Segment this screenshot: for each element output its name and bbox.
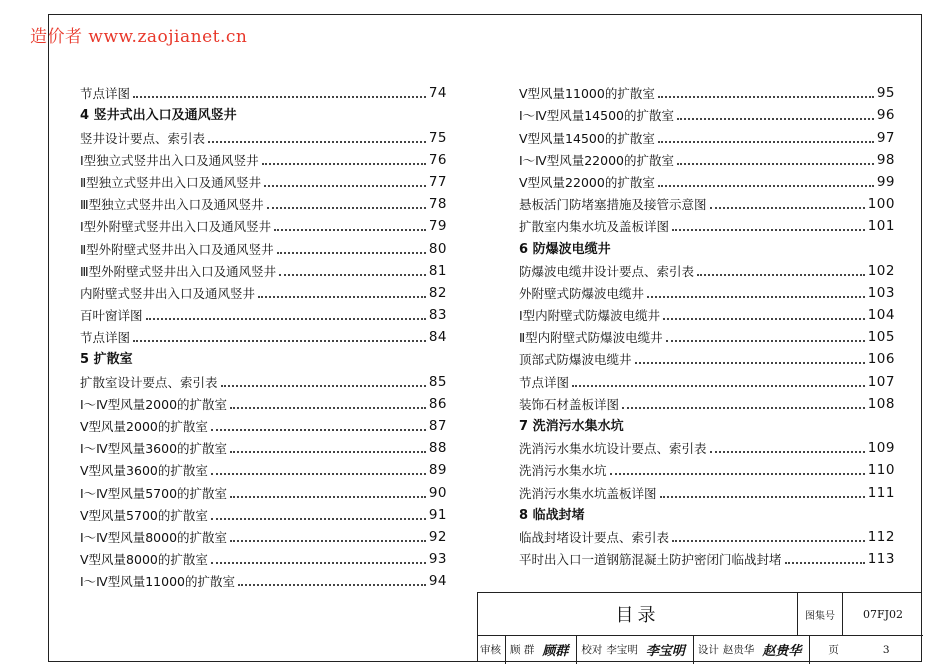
toc-entry (80, 545, 447, 567)
toc-page-number: 85 (428, 373, 447, 390)
page-number: 3 (882, 643, 890, 656)
toc-entry-title: 节点详图 (519, 374, 570, 390)
toc-left-column (80, 79, 447, 589)
toc-entry-title: Ⅰ型内附壁式防爆波电缆井 (519, 308, 661, 324)
toc-page-number: 75 (428, 129, 447, 146)
toc-entry (519, 146, 895, 168)
leader-dots (666, 340, 865, 342)
toc-section-heading (519, 412, 895, 434)
leader-dots (211, 518, 426, 520)
toc-entry-title: Ⅲ型外附壁式竖井出入口及通风竖井 (80, 263, 277, 279)
toc-entry (519, 456, 895, 478)
toc-section-heading (519, 501, 895, 523)
toc-page-number: 102 (867, 262, 895, 279)
reviewer-signature: 顾群 (542, 644, 569, 659)
toc-entry (80, 390, 447, 412)
toc-entry (519, 478, 895, 500)
toc-entry-title: 洗消污水集水坑设计要点、索引表 (519, 441, 707, 457)
toc-page-number: 86 (428, 395, 447, 412)
toc-page-number: 79 (428, 218, 447, 235)
toc-page-number: 110 (867, 462, 895, 479)
toc-entry (519, 168, 895, 190)
toc-entry (80, 567, 447, 589)
leader-dots (658, 96, 874, 98)
leader-dots (785, 562, 865, 564)
toc-section-heading (519, 234, 895, 256)
toc-entry-title: Ⅴ型风量8000的扩散室 (80, 552, 208, 568)
toc-entry (519, 123, 895, 145)
toc-entry (80, 79, 447, 101)
toc-entry-title: 扩散室内集水坑及盖板详图 (519, 219, 670, 235)
leader-dots (610, 473, 865, 475)
toc-entry-title: Ⅴ型风量3600的扩散室 (80, 463, 208, 479)
reviewer-name: 顾 群 (510, 644, 535, 656)
leader-dots (658, 185, 874, 187)
toc-entry-title: 顶部式防爆波电缆井 (519, 352, 632, 368)
leader-dots (258, 296, 426, 298)
toc-entry-title: 百叶窗详图 (80, 308, 143, 324)
toc-entry (80, 367, 447, 389)
toc-entry-title: 6 防爆波电缆井 (519, 241, 611, 257)
toc-page-number: 111 (867, 484, 895, 501)
toc-entry (80, 456, 447, 478)
leader-dots (211, 473, 426, 475)
toc-entry-title: Ⅰ型外附壁式竖井出入口及通风竖井 (80, 219, 272, 235)
toc-entry-title: Ⅴ型风量2000的扩散室 (80, 419, 208, 434)
toc-entry-title: 悬板活门防堵塞措施及接管示意图 (519, 197, 707, 213)
toc-page-number: 107 (867, 373, 895, 390)
toc-page-number: 91 (428, 506, 447, 523)
leader-dots (279, 274, 426, 276)
toc-page-number: 81 (428, 262, 447, 279)
toc-entry-title: 7 洗消污水集水坑 (519, 419, 624, 434)
toc-entry-title: Ⅱ型外附壁式竖井出入口及通风竖井 (80, 241, 274, 257)
atlas-code: 07FJ02 (862, 607, 904, 621)
toc-page-number: 103 (867, 284, 895, 301)
leader-dots (211, 429, 426, 431)
toc-entry-title: 4 竖井式出入口及通风竖井 (80, 108, 237, 124)
toc-page-number: 96 (876, 107, 895, 124)
toc-entry (80, 434, 447, 456)
watermark: 造价者 www.zaojianet.cn (30, 27, 248, 47)
leader-dots (635, 362, 865, 364)
toc-entry (519, 523, 895, 545)
toc-page-number: 101 (867, 218, 895, 235)
signature-row (478, 635, 923, 663)
toc-page-number: 95 (876, 85, 895, 102)
toc-page-number: 90 (428, 484, 447, 501)
toc-section-heading (80, 345, 447, 367)
leader-dots (264, 185, 426, 187)
toc-page-number: 82 (428, 284, 447, 301)
toc-entry-title: 洗消污水集水坑 (519, 463, 607, 479)
leader-dots (572, 385, 865, 387)
toc-entry-title: 扩散室设计要点、索引表 (80, 374, 218, 390)
toc-page-number: 89 (428, 462, 447, 479)
toc-page-number: 104 (867, 307, 895, 324)
leader-dots (663, 318, 865, 320)
toc-entry-title: 装饰石材盖板详图 (519, 396, 620, 412)
leader-dots (672, 540, 865, 542)
toc-entry-title: Ⅴ型风量14500的扩散室 (519, 130, 655, 146)
toc-entry-title: 洗消污水集水坑盖板详图 (519, 485, 657, 501)
toc-page-number: 94 (428, 573, 447, 590)
designer-name: 赵贵华 (722, 644, 755, 656)
toc-entry (519, 434, 895, 456)
toc-page-number: 80 (428, 240, 447, 257)
toc-entry (80, 257, 447, 279)
design-label: 设计 (697, 644, 719, 656)
toc-page-number: 78 (428, 196, 447, 213)
toc-entry-title: 节点详图 (80, 330, 131, 346)
toc-entry-title: Ⅰ～Ⅳ型风量14500的扩散室 (519, 108, 674, 124)
leader-dots (274, 229, 426, 231)
leader-dots (658, 141, 874, 143)
toc-entry (80, 123, 447, 145)
toc-entry-title: 临战封堵设计要点、索引表 (519, 529, 670, 545)
toc-entry (80, 146, 447, 168)
toc-page-number: 112 (867, 528, 895, 545)
leader-dots (230, 496, 426, 498)
toc-entry-title: 5 扩散室 (80, 352, 133, 368)
checker-signature: 李宝明 (645, 644, 685, 659)
toc-page-number: 100 (867, 196, 895, 213)
toc-entry (80, 523, 447, 545)
leader-dots (230, 540, 426, 542)
toc-entry (519, 301, 895, 323)
checker-name: 李宝明 (606, 644, 638, 656)
leader-dots (647, 296, 865, 298)
toc-entry (80, 168, 447, 190)
leader-dots (622, 407, 865, 409)
toc-entry-title: Ⅰ～Ⅳ型风量5700的扩散室 (80, 485, 228, 501)
toc-entry (80, 412, 447, 434)
leader-dots (230, 407, 426, 409)
leader-dots (238, 584, 426, 586)
toc-entry-title: Ⅴ型风量11000的扩散室 (519, 86, 655, 102)
toc-entry-title: 节点详图 (80, 86, 131, 102)
toc-entry-title: Ⅱ型独立式竖井出入口及通风竖井 (80, 174, 262, 190)
leader-dots (710, 207, 865, 209)
leader-dots (672, 229, 865, 231)
toc-entry-title: Ⅰ～Ⅳ型风量8000的扩散室 (80, 529, 228, 545)
toc-entry-title: Ⅴ型风量5700的扩散室 (80, 507, 208, 523)
toc-entry (519, 79, 895, 101)
leader-dots (697, 274, 865, 276)
leader-dots (710, 451, 865, 453)
toc-entry (519, 101, 895, 123)
toc-page-number: 105 (867, 329, 895, 346)
leader-dots (677, 163, 874, 165)
toc-right-column (519, 79, 895, 567)
toc-entry (80, 234, 447, 256)
toc-entry (80, 190, 447, 212)
toc-entry-title: Ⅰ～Ⅳ型风量2000的扩散室 (80, 396, 228, 412)
leader-dots (133, 340, 426, 342)
toc-entry-title: 8 临战封堵 (519, 507, 585, 523)
toc-page-number: 87 (428, 418, 447, 434)
toc-entry-title: 防爆波电缆井设计要点、索引表 (519, 263, 695, 279)
toc-entry-title: Ⅱ型内附壁式防爆波电缆井 (519, 330, 663, 346)
toc-entry (519, 545, 895, 567)
toc-entry (519, 323, 895, 345)
toc-entry-title: Ⅰ～Ⅳ型风量22000的扩散室 (519, 152, 674, 168)
leader-dots (267, 207, 426, 209)
toc-page-number: 88 (428, 440, 447, 457)
leader-dots (208, 141, 426, 143)
toc-entry (519, 212, 895, 234)
toc-entry-title: Ⅰ型独立式竖井出入口及通风竖井 (80, 152, 259, 168)
toc-entry (80, 212, 447, 234)
toc-section-heading (80, 101, 447, 123)
leader-dots (677, 118, 874, 120)
toc-page-number: 98 (876, 151, 895, 168)
toc-entry (80, 501, 447, 523)
toc-page-number: 84 (428, 329, 447, 346)
leader-dots (221, 385, 426, 387)
toc-entry (519, 279, 895, 301)
toc-page-number: 74 (428, 85, 447, 102)
designer-signature: 赵贵华 (762, 644, 802, 659)
leader-dots (262, 163, 426, 165)
title-block (477, 592, 922, 662)
toc-entry-title: Ⅲ型独立式竖井出入口及通风竖井 (80, 197, 264, 213)
toc-entry (519, 345, 895, 367)
toc-entry (80, 279, 447, 301)
toc-entry-title: Ⅰ～Ⅳ型风量11000的扩散室 (80, 574, 235, 590)
toc-entry-title: Ⅰ～Ⅳ型风量3600的扩散室 (80, 441, 228, 457)
toc-entry (519, 367, 895, 389)
check-label: 校对 (581, 644, 603, 656)
toc-page-number: 109 (867, 440, 895, 457)
leader-dots (133, 96, 426, 98)
toc-entry (519, 190, 895, 212)
leader-dots (146, 318, 426, 320)
toc-page-number: 83 (428, 307, 447, 324)
toc-entry (80, 301, 447, 323)
toc-entry-title: 内附壁式竖井出入口及通风竖井 (80, 285, 256, 301)
toc-entry (519, 257, 895, 279)
page-label: 页 (828, 644, 839, 656)
toc-page-number: 113 (867, 551, 895, 568)
toc-entry (519, 390, 895, 412)
toc-entry (80, 478, 447, 500)
toc-entry-title: 竖井设计要点、索引表 (80, 130, 206, 146)
leader-dots (211, 562, 426, 564)
toc-page-number: 108 (867, 395, 895, 412)
toc-page-number: 77 (428, 173, 447, 190)
toc-page-number: 93 (428, 551, 447, 568)
review-label: 审核 (480, 644, 501, 656)
toc-entry (80, 323, 447, 345)
atlas-label: 图集号 (798, 593, 843, 635)
toc-entry-title: Ⅴ型风量22000的扩散室 (519, 174, 655, 190)
document-title: 目录 (478, 593, 798, 635)
toc-page-number: 99 (876, 173, 895, 190)
leader-dots (660, 496, 865, 498)
toc-page-number: 92 (428, 528, 447, 545)
leader-dots (277, 252, 426, 254)
leader-dots (230, 451, 426, 453)
toc-page-number: 76 (428, 151, 447, 168)
toc-page-number: 106 (867, 351, 895, 368)
toc-entry-title: 外附壁式防爆波电缆井 (519, 285, 645, 301)
toc-page-number: 97 (876, 129, 895, 146)
toc-entry-title: 平时出入口一道钢筋混凝土防护密闭门临战封堵 (519, 552, 782, 568)
